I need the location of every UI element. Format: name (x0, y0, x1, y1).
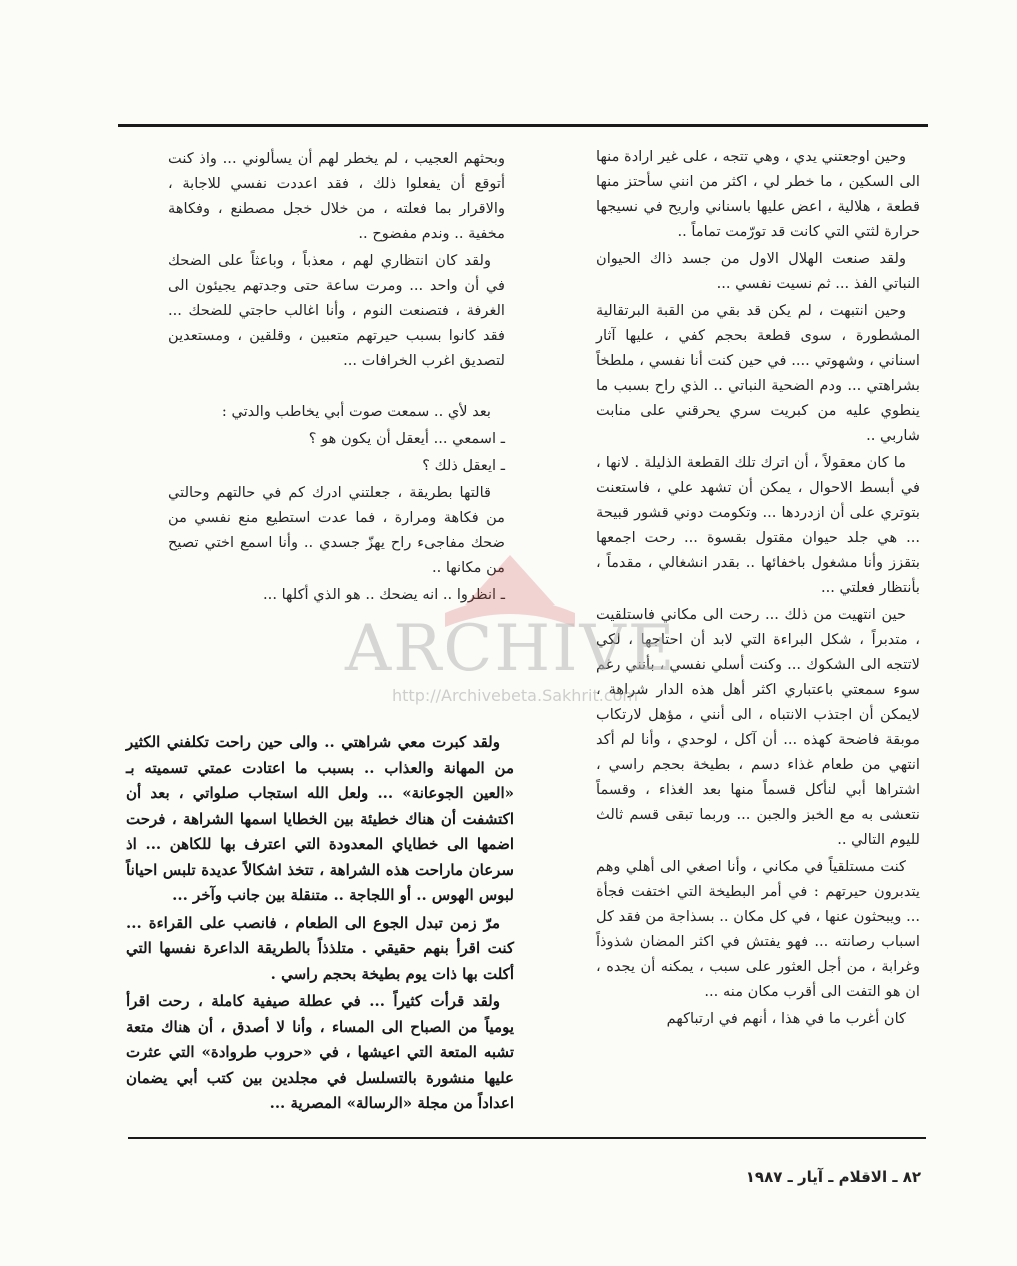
left-top-column (168, 146, 505, 609)
paragraph: حين انتهيت من ذلك ... رحت الى مكاني فاستلقيت ، متدبراً ، شكل البراءة التي لابد أن احتاجها ، لكي لاتتجه الى الشكوك ... وكنت أسلي نفسي ، بأنني رغم سوء سمعتي باعتباري اكثر أهل هذه الدار شراهة ، لايمكن أن اجتذب الانتباه ، الى أنني ، مؤهل لارتكاب موبقة فاضحة كهذه ... أن آكل ، لوحدي ، وأنا لم أكد انتهي من طعام غذاء دسم ، بطيخة بحجم راسي ، اشتراها أبي لنأكل قسماً منها بعد الغذاء ، وقسماً نتعشى به مع الخبز والجبن ... وربما تبقى قسم ثالث لليوم التالي .. (596, 606, 920, 848)
paragraph: ولقد قرأت كثيراً ... في عطلة صيفية كاملة ، رحت اقرأ يومياً من الصباح الى المساء ، وأنا لا أصدق ، أن هناك متعة تشبه المتعة التي اعيشها ، في «حروب طروادة» التي عثرت عليها منشورة بالتسلسل في مجلدين بين كتب أبي يضمان اعداداً من مجلة «الرسالة» المصرية ... (126, 992, 514, 1112)
watermark-title: ARCHIVE (345, 612, 677, 686)
paragraph: ولقد صنعت الهلال الاول من جسد ذاك الحيوان النباتي الفذ ... ثم نسيت نفسي ... (596, 250, 920, 292)
paragraph: بعد لأي .. سمعت صوت أبي يخاطب والدتي : (221, 403, 491, 420)
paragraph: ما كان معقولاً ، أن اترك تلك القطعة الذليلة . لانها ، في أبسط الاحوال ، يمكن أن تشهد علي ، فاستعنت بتوتري على أن ازدردها ... وتكومت دوني قشور قبيحة ... هي جلد حيوان مقتول بقسوة ... رحت اجمعها بتقزز وأنا مشغول باخفائها .. بقدر انشغالي ، مقدماً ، بأنتظار فعلتي ... (596, 454, 920, 596)
left-bottom-column (126, 730, 514, 1119)
paragraph: وحين انتبهت ، لم يكن قد بقي من القبة البرتقالية المشطورة ، سوى قطعة بحجم كفي ، عليها آثار اسناني ، وشهوتي .... في حين كنت أنا نفسي ، ملطخاً بشراهتي ... ودم الضحية النباتي .. الذي راح بسبب ما ينطوي عليه من كبريت سري يحرقني على منابت شاربي .. (596, 302, 920, 444)
dialog-line: ـ انظروا .. انه يضحك .. هو الذي أكلها ... (263, 586, 505, 603)
paragraph: ولقد كان انتظاري لهم ، معذباً ، وباعثاً على الضحك في أن واحد ... ومرت ساعة حتى وجدتهم يجيئون الى الغرفة ، فتصنعت النوم ، وأنا اغالب حاجتي للضحك ... فقد كانوا بسبب حيرتهم متعبين ، وقلقين ، ومستعدين لتصديق اغرب الخرافات ... (168, 252, 505, 369)
top-rule (118, 124, 928, 127)
page-footer: ٨٢ ـ الاقلام ـ آيار ـ ١٩٨٧ (745, 1168, 921, 1186)
dialog-line: ـ ايعقل ذلك ؟ (422, 457, 505, 474)
watermark-url: http://Archivebeta.Sakhrit.com (392, 686, 638, 705)
paragraph: وحين اوجعتني يدي ، وهي تتجه ، على غير ارادة منها الى السكين ، ما خطر لي ، اكثر من انني سأحتز منها قطعة ، هلالية ، اعض عليها باسناني واريح في نسيجها حرارة لثتي التي كانت قد تورّمت تماماً .. (596, 148, 920, 240)
paragraph: مرّ زمن تبدل الجوع الى الطعام ، فانصب على القراءة ... كنت اقرأ بنهم حقيقي . متلذذاً بالطريقة الداعرة نفسها التي أكلت بها ذات يوم بطيخة بحجم راسي . (126, 913, 514, 983)
paragraph: كان أغرب ما في هذا ، أنهم في ارتباكهم (666, 1010, 906, 1027)
paragraph: قالتها بطريقة ، جعلتني ادرك كم في حالتهم وحالتي من فكاهة ومرارة ، فما عدت استطيع منع نفسي من ضحك مفاجىء راح يهزّ جسدي .. وأنا اسمع اختي تصيح من مكانها .. (168, 484, 505, 576)
paragraph: وبحثهم العجيب ، لم يخطر لهم أن يسألوني ... واذ كنت أتوقع أن يفعلوا ذلك ، فقد اعددت نفسي للاجابة ، والاقرار بما فعلته ، من خلال خجل مصطنع ، وفكاهة مخفية .. وندم مفضوح .. (168, 150, 505, 242)
right-column (596, 144, 920, 1033)
dialog-line: ـ اسمعي ... أيعقل أن يكون هو ؟ (308, 430, 505, 447)
paragraph: ولقد كبرت معي شراهتي .. والى حين راحت تكلفني الكثير من المهانة والعذاب .. بسبب ما اعتادت عمتي تسميته بـ «العين الجوعانة» ... ولعل الله استجاب صلواتي ، بعد أن اكتشفت أن هناك خطيئة بين الخطايا اسمها الشراهة ، فرحت اضمها الى خطاياي المعدودة التي اعترف بها للكاهن ... اذ سرعان ماراحت هذه الشراهة ، تتخذ اشكالاً عديدة تلبس احياناً لبوس الهوس .. أو اللجاجة .. متنقلة بين جانب وآخر ... (126, 733, 514, 904)
bottom-rule (128, 1137, 926, 1139)
paragraph: كنت مستلقياً في مكاني ، وأنا اصغي الى أهلي وهم يتدبرون حيرتهم : في أمر البطيخة التي اختفت فجأة ... ويبحثون عنها ، في كل مكان .. بسذاجة من فقد كل اسباب رصانته ... فهو يفتش في اكثر المضان شذوذاً وغرابة ، من أجل العثور على سبب ، يمكنه أن يجده ، ان هو التفت الى أقرب مكان منه ... (596, 858, 920, 1000)
